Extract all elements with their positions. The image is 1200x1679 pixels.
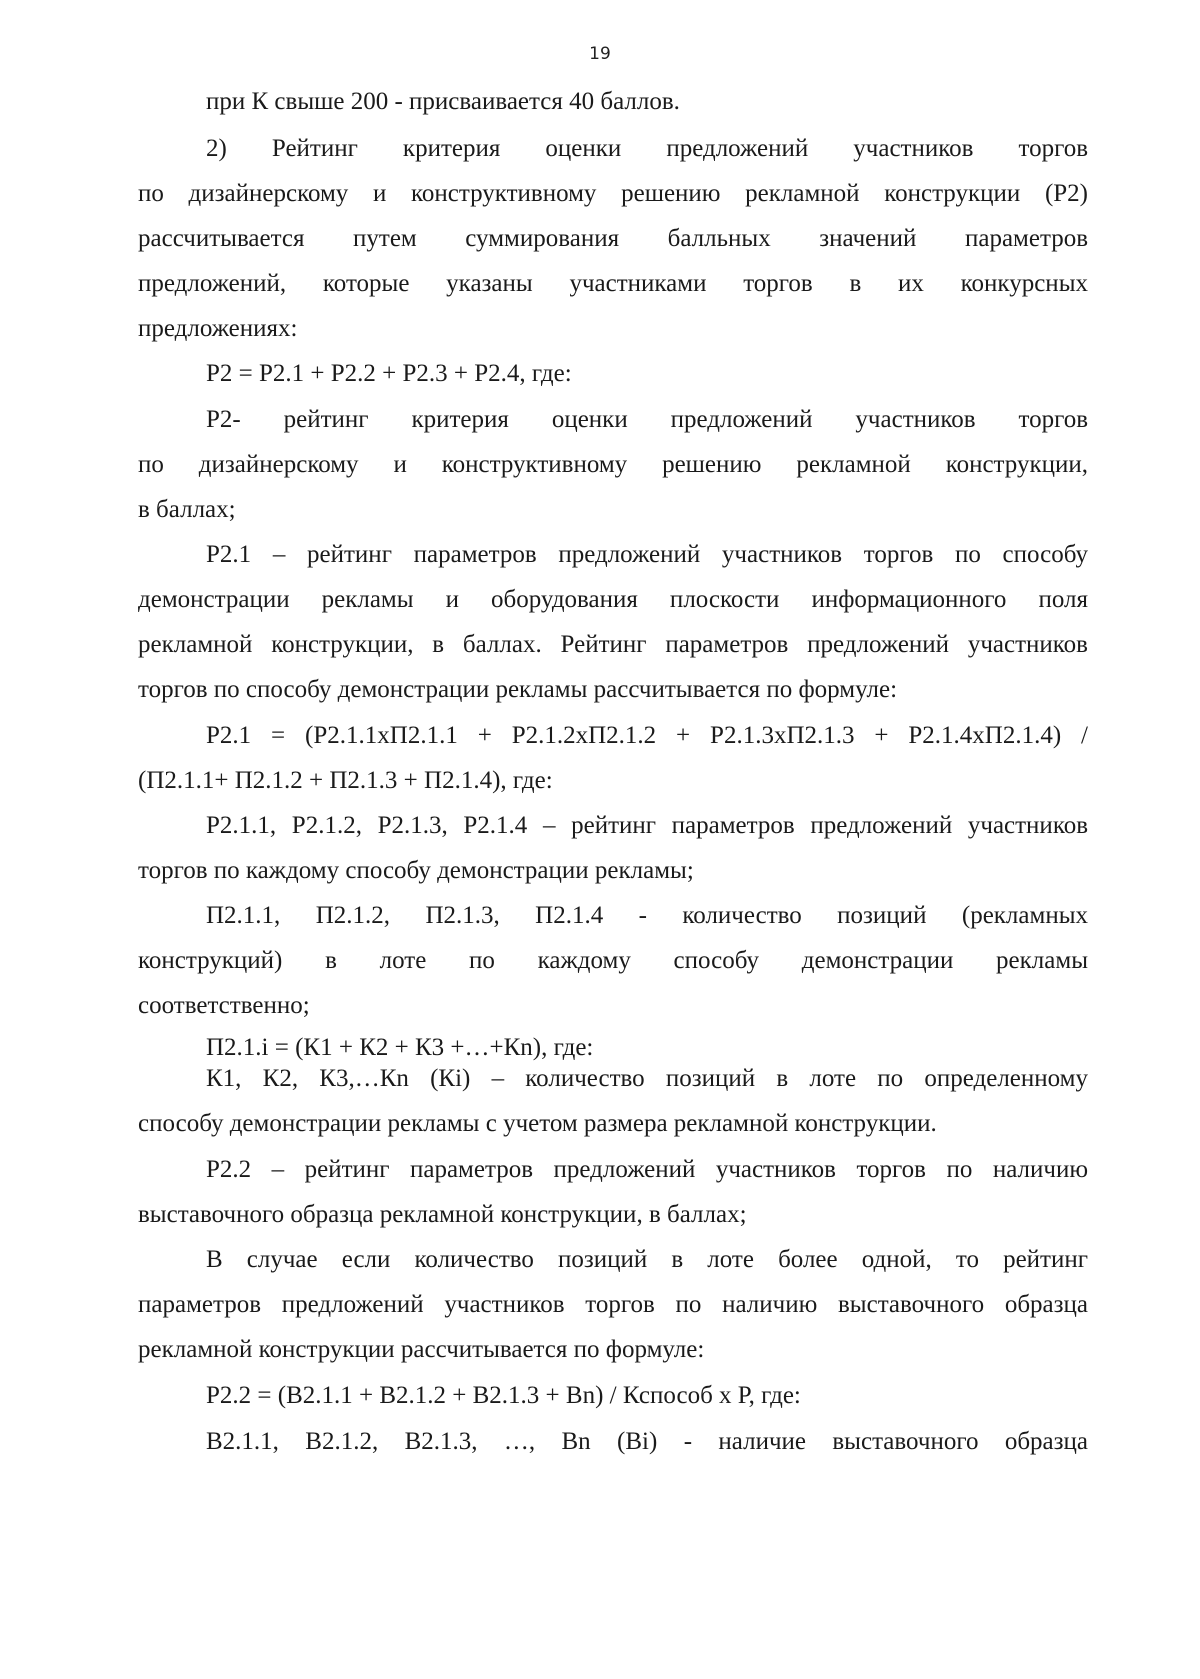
text-line: торгов по способу демонстрации рекламы рассчитывается по формуле: bbox=[138, 676, 898, 703]
text-line: П2.1.1, П2.1.2, П2.1.3, П2.1.4 - количество позиций (рекламных bbox=[206, 902, 1088, 929]
text-line: выставочного образца рекламной конструкции, в баллах; bbox=[138, 1201, 747, 1228]
text-line: способу демонстрации рекламы с учетом размера рекламной конструкции. bbox=[138, 1110, 937, 1137]
text-line: предложениях: bbox=[138, 315, 298, 342]
text-line: по дизайнерскому и конструктивному решению рекламной конструкции (Р2) bbox=[138, 180, 1088, 207]
text-line: В2.1.1, В2.1.2, В2.1.3, …, Вn (Вi) - наличие выставочного образца bbox=[206, 1428, 1088, 1455]
formula-line: (П2.1.1+ П2.1.2 + П2.1.3 + П2.1.4), где: bbox=[138, 767, 553, 794]
text-line: демонстрации рекламы и оборудования плоскости информационного поля bbox=[138, 586, 1088, 613]
text-line: рассчитывается путем суммирования балльных значений параметров bbox=[138, 225, 1088, 252]
text-line: Р2.1 – рейтинг параметров предложений участников торгов по способу bbox=[206, 541, 1088, 568]
text-line: предложений, которые указаны участниками торгов в их конкурсных bbox=[138, 270, 1088, 297]
formula-line: Р2.1 = (Р2.1.1хП2.1.1 + Р2.1.2хП2.1.2 + Р2.1.3хП2.1.3 + Р2.1.4хП2.1.4) / bbox=[206, 722, 1088, 749]
text-line: рекламной конструкции, в баллах. Рейтинг параметров предложений участников bbox=[138, 631, 1088, 658]
page-number: 19 bbox=[589, 44, 611, 64]
text-line: по дизайнерскому и конструктивному решению рекламной конструкции, bbox=[138, 451, 1088, 478]
formula-line: Р2.2 = (В2.1.1 + В2.1.2 + В2.1.3 + Вn) / Кспособ х Р, где: bbox=[206, 1382, 801, 1409]
text-line: в баллах; bbox=[138, 496, 236, 523]
text-line: при К свыше 200 - присваивается 40 баллов. bbox=[206, 88, 680, 115]
text-line: торгов по каждому способу демонстрации рекламы; bbox=[138, 857, 694, 884]
text-line: Р2.1.1, Р2.1.2, Р2.1.3, Р2.1.4 – рейтинг параметров предложений участников bbox=[206, 812, 1088, 839]
text-line: параметров предложений участников торгов по наличию выставочного образца bbox=[138, 1291, 1088, 1318]
text-line: К1, К2, К3,…Кn (Кi) – количество позиций в лоте по определенному bbox=[206, 1065, 1088, 1092]
text-line: Р2.2 – рейтинг параметров предложений участников торгов по наличию bbox=[206, 1156, 1088, 1183]
formula-line: П2.1.i = (К1 + К2 + К3 +…+Кn), где: bbox=[206, 1034, 594, 1061]
text-line: соответственно; bbox=[138, 992, 310, 1019]
text-line: 2) Рейтинг критерия оценки предложений участников торгов bbox=[206, 135, 1088, 162]
text-line: рекламной конструкции рассчитывается по формуле: bbox=[138, 1336, 705, 1363]
text-line: конструкций) в лоте по каждому способу демонстрации рекламы bbox=[138, 947, 1088, 974]
text-line: В случае если количество позиций в лоте более одной, то рейтинг bbox=[206, 1246, 1088, 1273]
text-line: Р2- рейтинг критерия оценки предложений участников торгов bbox=[206, 406, 1088, 433]
formula-line: Р2 = Р2.1 + Р2.2 + Р2.3 + Р2.4, где: bbox=[206, 360, 572, 387]
